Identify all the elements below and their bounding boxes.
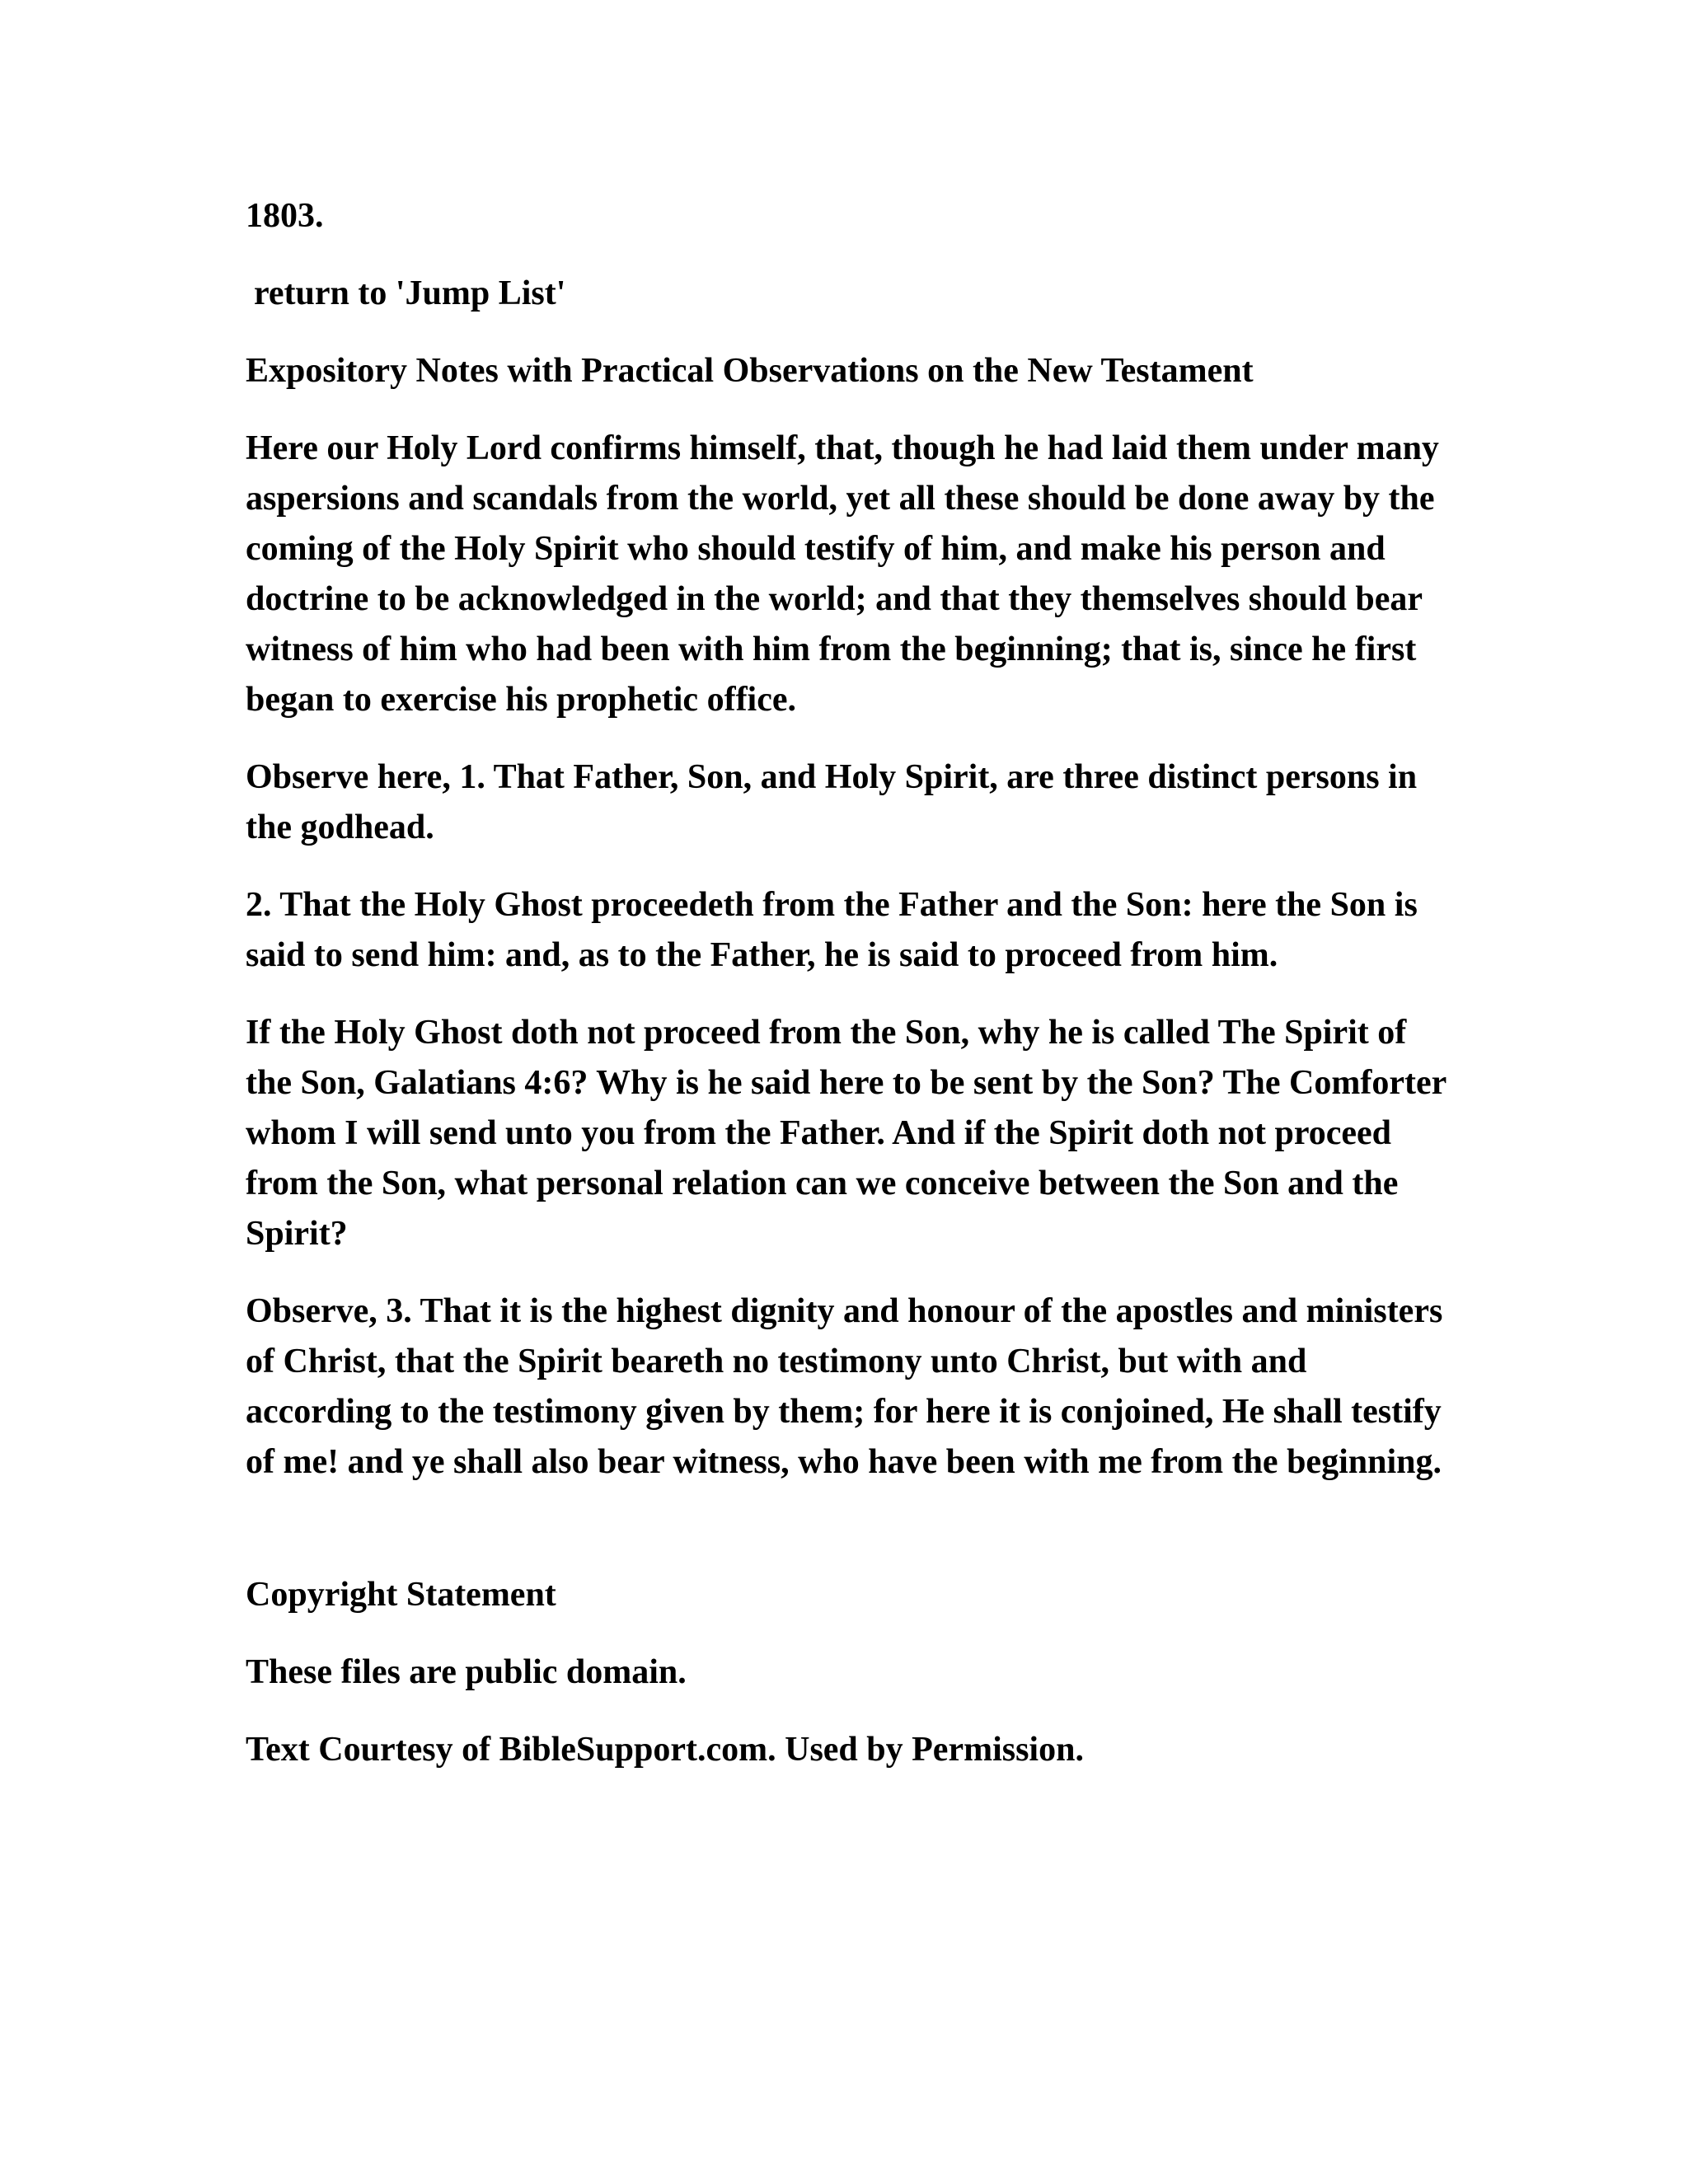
body-paragraph: Here our Holy Lord confirms himself, that, though he had laid them under many aspersions and scandals from the world, yet all these should be done away by the coming of the Holy Spirit who should testify of him, and make his person and doctrine to be acknowledged in the world; and that they themselves should bear witness of him who had been with him from the beginning; that is, since he first began to exercise his prophetic office. — [246, 429, 1439, 719]
body-paragraph: Observe, 3. That it is the highest dignity and honour of the apostles and ministers of Christ, that the Spirit beareth no testimony unto Christ, but with and according to the testimony given by them; for here it is conjoined, He shall testify of me! and ye shall also bear witness, who have been with me from the beginning. — [246, 1292, 1443, 1481]
public-domain-notice: These files are public domain. — [246, 1653, 687, 1691]
copyright-heading: Copyright Statement — [246, 1576, 556, 1614]
body-paragraph: Observe here, 1. That Father, Son, and Holy Spirit, are three distinct persons in the godhead. — [246, 758, 1418, 846]
body-paragraph: If the Holy Ghost doth not proceed from the Son, why he is called The Spirit of the Son, Galatians 4:6? Why is he said here to be sent by the Son? The Comforter whom I will send unto you from the Father. And if the Spirit doth not proceed from the Son, what personal relation can we conceive between the Son and the Spirit? — [246, 1014, 1447, 1253]
year-heading: 1803. — [246, 197, 324, 235]
jump-list-link[interactable]: return to 'Jump List' — [254, 274, 566, 312]
body-paragraph: 2. That the Holy Ghost proceedeth from the Father and the Son: here the Son is said to send him: and, as to the Father, he is said to proceed from him. — [246, 886, 1418, 974]
jump-list-paragraph — [246, 269, 1457, 319]
copyright-section — [246, 1570, 1457, 1775]
work-title: Expository Notes with Practical Observations on the New Testament — [246, 352, 1254, 390]
document-page — [246, 191, 1457, 1802]
courtesy-notice: Text Courtesy of BibleSupport.com. Used by Permission. — [246, 1731, 1084, 1769]
